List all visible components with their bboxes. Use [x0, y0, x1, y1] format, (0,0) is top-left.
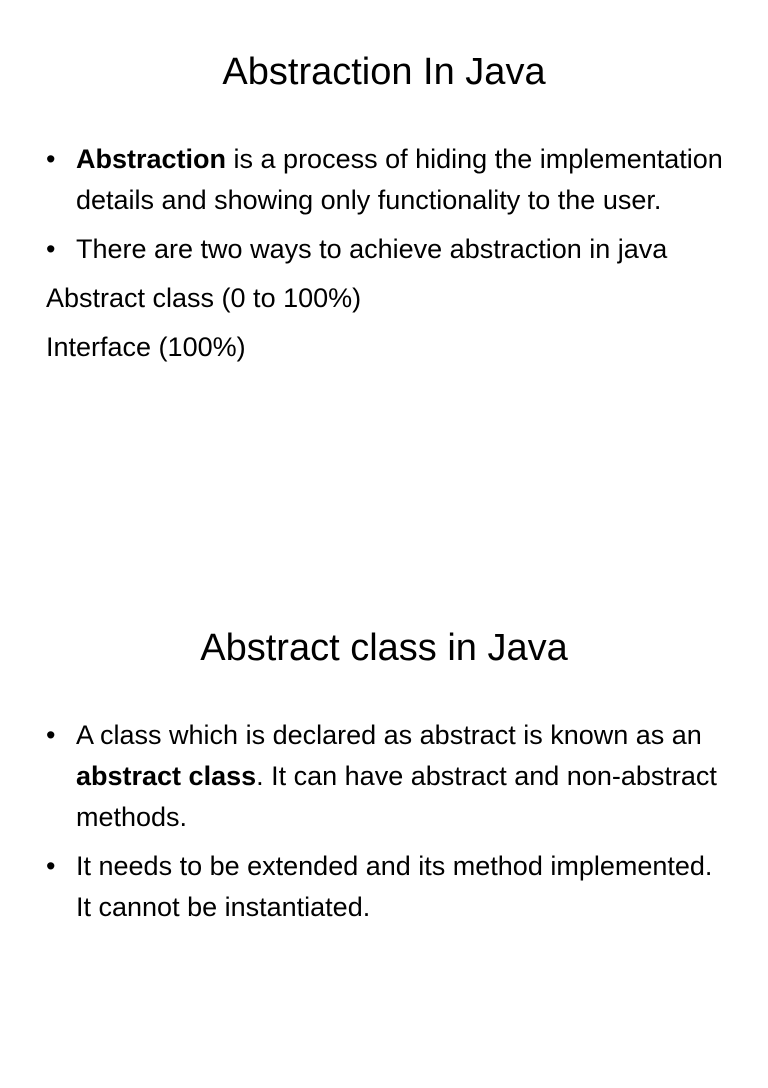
bullet-item — [46, 139, 726, 221]
bullet-item — [46, 229, 726, 270]
text-line: Abstract class (0 to 100%) — [46, 283, 362, 313]
slide-abstract-class-in-java — [0, 576, 768, 1088]
bullet-item — [46, 846, 726, 928]
bullet-text: is a process of hiding the implementation details and showing only functionality to the user. — [76, 144, 723, 215]
slide-title: Abstraction In Java — [222, 51, 546, 93]
bullet-text: There are two ways to achieve abstraction in java — [76, 234, 668, 264]
slide-title: Abstract class in Java — [200, 627, 568, 669]
text-line: Interface (100%) — [46, 332, 246, 362]
bullet-icon: • — [46, 851, 56, 881]
bullet-text: It needs to be extended and its method implemented. It cannot be instantiated. — [76, 851, 713, 922]
bullet-text: . It can have abstract and non-abstract methods. — [76, 761, 717, 832]
bullet-icon: • — [46, 720, 56, 750]
bullet-text: A class which is declared as abstract is known as an — [76, 720, 702, 750]
bullet-item — [46, 715, 726, 838]
bold-term: Abstraction — [76, 144, 227, 174]
slide-body — [46, 139, 726, 376]
slide-abstraction-in-java — [0, 0, 768, 512]
bullet-icon: • — [46, 234, 56, 264]
bold-term: abstract class — [76, 761, 257, 791]
slide-body — [46, 715, 726, 936]
bullet-icon: • — [46, 144, 56, 174]
